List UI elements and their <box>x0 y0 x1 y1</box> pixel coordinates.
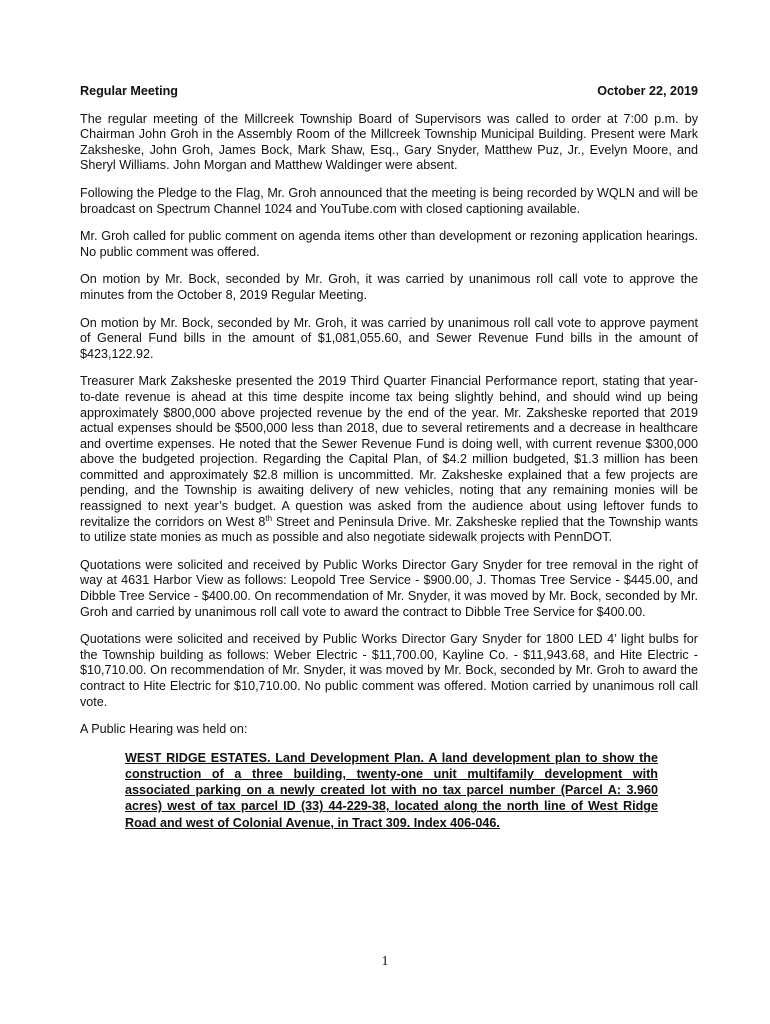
paragraph-led-bulbs-quotation: Quotations were solicited and received by Public Works Director Gary Snyder for 1800 LED 4’ light bulbs for the Township building as follows: Weber Electric - $11,700.00, Kayline Co. - $11,943.68, and Hite Electric - $10,710.00. On recommendation of Mr. Snyder, it was moved by Mr. Bock, seconded by Mr. Groh to award the contract to Hite Electric for $10,710.00. No public comment was offered. Motion carried by unanimous roll call vote. <box>80 632 698 709</box>
public-hearing-intro: A Public Hearing was held on: <box>80 722 248 737</box>
paragraph-call-to-order: The regular meeting of the Millcreek Township Board of Supervisors was called to order at 7:00 p.m. by Chairman John Groh in the Assembly Room of the Millcreek Township Municipal Building. Present were Mark Zaksheske, John Groh, James Bock, Mark Shaw, Esq., Gary Snyder, Matthew Puz, Jr., Evelyn Moore, and Sheryl Williams. John Morgan and Matthew Waldinger were absent. <box>80 111 698 173</box>
meeting-type: Regular Meeting <box>80 84 178 98</box>
document-header <box>80 84 698 100</box>
paragraph-pledge: Following the Pledge to the Flag, Mr. Groh announced that the meeting is being recorded by WQLN and will be broadcast on Spectrum Channel 1024 and YouTube.com with closed captioning available. <box>80 185 698 216</box>
treasurer-text-part-2: Street and Peninsula Drive. Mr. Zaksheske replied that the Township wants to utilize state monies as much as possible and also negotiate sidewalk projects with PennDOT. <box>80 514 698 545</box>
treasurer-text-part-1: Treasurer Mark Zaksheske presented the 2019 Third Quarter Financial Performance report, stating that year-to-date revenue is ahead at this time despite income tax being slightly behind, and should wind up being approximately $800,000 above projected revenue by the end of the year. Mr. Zaksheske reported that 2019 actual expenses should be $500,000 less than 2018, due to several retirements and a decrease in healthcare and overtime expenses. He noted that the Sewer Revenue Fund is doing well, with current revenue $300,000 above the budgeted projection. Regarding the Capital Plan, of $4.2 million budgeted, $1.3 million has been committed and approximately $2.8 million is uncommitted. Mr. Zaksheske explained that a few projects are pending, and the Township is awaiting delivery of new vehicles, noting that any remaining monies will be reassigned to next year’s budget. A question was asked from the audience about using leftover funds to revitalize the corridors on West 8 <box>80 374 698 529</box>
page-number: 1 <box>381 954 389 969</box>
document-page <box>80 84 698 831</box>
paragraph-bills-approval: On motion by Mr. Bock, seconded by Mr. Groh, it was carried by unanimous roll call vote to approve payment of General Fund bills in the amount of $1,081,055.60, and Sewer Revenue Fund bills in the amount of $423,122.92. <box>80 315 698 361</box>
public-hearing-item: WEST RIDGE ESTATES. Land Development Plan. A land development plan to show the construction of a three building, twenty-one unit multifamily development with associated parking on a newly created lot with no tax parcel number (Parcel A: 3.960 acres) west of tax parcel ID (33) 44-229-38, located along the north line of West Ridge Road and west of Colonial Avenue, in Tract 309. Index 406-046. <box>125 750 658 830</box>
paragraph-public-comment: Mr. Groh called for public comment on agenda items other than development or rezoning application hearings. No public comment was offered. <box>80 229 698 259</box>
ordinal-superscript: th <box>265 513 273 523</box>
paragraph-minutes-approval: On motion by Mr. Bock, seconded by Mr. Groh, it was carried by unanimous roll call vote to approve the minutes from the October 8, 2019 Regular Meeting. <box>80 272 698 302</box>
paragraph-treasurer-report <box>80 374 698 546</box>
meeting-date: October 22, 2019 <box>597 84 698 98</box>
paragraph-tree-removal-quotation: Quotations were solicited and received by Public Works Director Gary Snyder for tree removal in the right of way at 4631 Harbor View as follows: Leopold Tree Service - $900.00, J. Thomas Tree Service - $445.00, and Dibble Tree Service - $400.00. On recommendation of Mr. Snyder, it was moved by Mr. Bock, seconded by Mr. Groh and carried by unanimous roll call vote to award the contract to Dibble Tree Service for $400.00. <box>80 557 698 619</box>
